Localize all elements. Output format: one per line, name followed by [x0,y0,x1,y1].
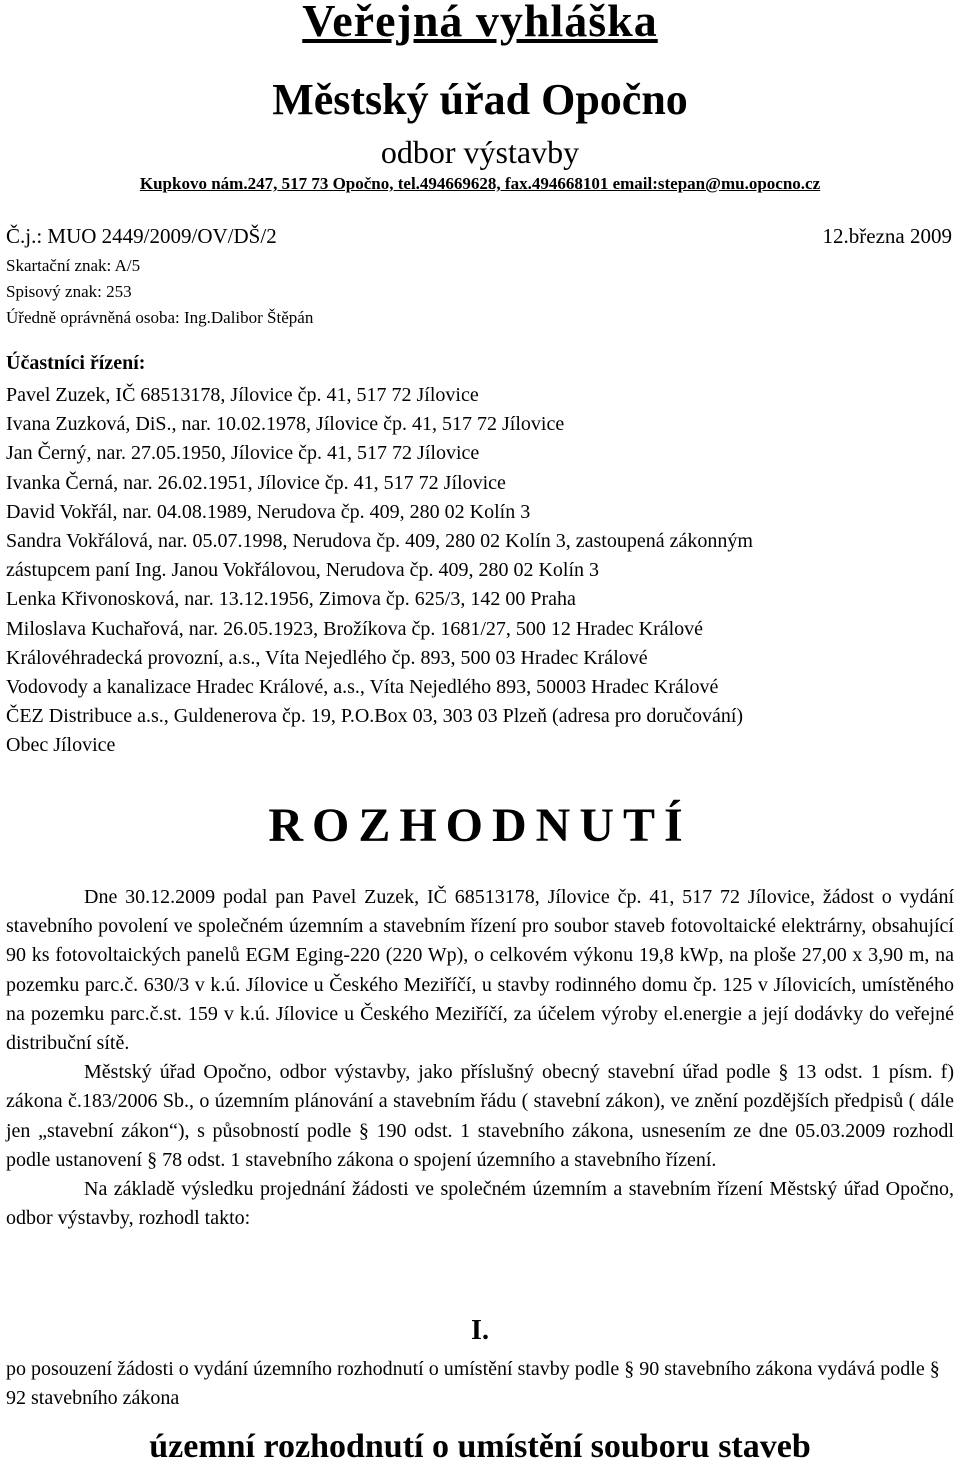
participant-line: zástupcem paní Ing. Janou Vokřálovou, Nerudova čp. 409, 280 02 Kolín 3 [6,559,600,582]
section-text: po posouzení žádosti o vydání územního rozhodnutí o umístění stavby podle § 90 stavebního zákona vydává podle § 92 stavebního zákona [6,1358,940,1410]
document-date: 12.března 2009 [822,224,952,248]
participants-list [6,381,753,761]
section-text-block [6,1355,954,1413]
participant-line: Ivana Zuzková, DiS., nar. 10.02.1978, Jílovice čp. 41, 517 72 Jílovice [6,413,565,436]
participants-heading: Účastníci řízení: [6,352,146,374]
participant-line: David Vokřál, nar. 04.08.1989, Nerudova čp. 409, 280 02 Kolín 3 [6,500,531,523]
participant-line: Ivanka Černá, nar. 26.02.1951, Jílovice čp. 41, 517 72 Jílovice [6,471,506,494]
reference-number: Č.j.: MUO 2449/2009/OV/DŠ/2 [6,224,277,248]
participant-line: Jan Černý, nar. 27.05.1950, Jílovice čp. 41, 517 72 Jílovice [6,442,480,465]
participant-line: Vodovody a kanalizace Hradec Králové, a.s., Víta Nejedlého 893, 50003 Hradec Králové [6,676,719,699]
participant-line: Obec Jílovice [6,734,116,757]
section-number: I. [471,1315,489,1346]
office-name: Městský úřad Opočno [272,75,688,124]
shredding-mark: Skartační znak: A/5 [6,256,141,275]
contact-line: Kupkovo nám.247, 517 73 Opočno, tel.494669628, fax.494668101 email:stepan@mu.opocno.cz [139,174,821,193]
participant-line: Pavel Zuzek, IČ 68513178, Jílovice čp. 41, 517 72 Jílovice [6,384,479,406]
decision-body [6,883,954,1233]
decision-paragraph: Městský úřad Opočno, odbor výstavby, jako příslušný obecný stavební úřad podle § 13 odst. 1 písm. f) zákona č.183/2006 Sb., o územním plánování a stavebním řádu ( stavební zákon), ve znění pozdějších předpisů ( dále jen „stavební zákon“), s působností podle § 190 odst. 1 stavebního zákona, usnesením ze dne 05.03.2009 rozhodl podle ustanovení § 78 odst. 1 stavebního zákona o spojení územního a stavebního řízení. [6,1061,954,1171]
authorized-official: Úředně oprávněná osoba: Ing.Dalibor Štěpán [6,308,314,327]
participant-line: ČEZ Distribuce a.s., Guldenerova čp. 19, P.O.Box 03, 303 03 Plzeň (adresa pro doručování) [6,705,744,728]
department-name: odbor výstavby [380,134,580,170]
decision-paragraph: Na základě výsledku projednání žádosti ve společném územním a stavebním řízení Městský úřad Opočno, odbor výstavby, rozhodl takto: [6,1178,954,1230]
file-mark: Spisový znak: 253 [6,282,132,301]
participant-line: Královéhradecká provozní, a.s., Víta Nejedlého čp. 893, 500 03 Hradec Králové [6,646,648,669]
decision-type-heading: územní rozhodnutí o umístění souboru staveb [149,1428,811,1465]
notice-title: Veřejná vyhláška [302,0,658,46]
decision-paragraph: Dne 30.12.2009 podal pan Pavel Zuzek, IČ 68513178, Jílovice čp. 41, 517 72 Jílovice, žádost o vydání stavebního povolení ve společném územním a stavebním řízení pro soubor staveb fotovoltaické elektrárny, obsahující 90 ks fotovoltaických panelů EGM Eging-220 (220 Wp), o celkovém výkonu 19,8 kWp, na ploše 27,00 x 3,90 m, na pozemku parc.č. 630/3 v k.ú. Jílovice u Českého Meziříčí, u stavby rodinného domu čp. 125 v Jílovicích, umístěného na pozemku parc.č.st. 159 v k.ú. Jílovice u Českého Meziříčí, za účelem výroby el.energie a její dodávky do veřejné distribuční sítě. [6,886,954,1055]
decision-heading: ROZHODNUTÍ [268,799,692,852]
participant-line: Lenka Křivonosková, nar. 13.12.1956, Zimova čp. 625/3, 142 00 Praha [6,588,576,611]
participant-line: Sandra Vokřálová, nar. 05.07.1998, Nerudova čp. 409, 280 02 Kolín 3, zastoupená zákonným [6,530,753,553]
participant-line: Miloslava Kuchařová, nar. 26.05.1923, Brožíkova čp. 1681/27, 500 12 Hradec Králové [6,617,704,640]
